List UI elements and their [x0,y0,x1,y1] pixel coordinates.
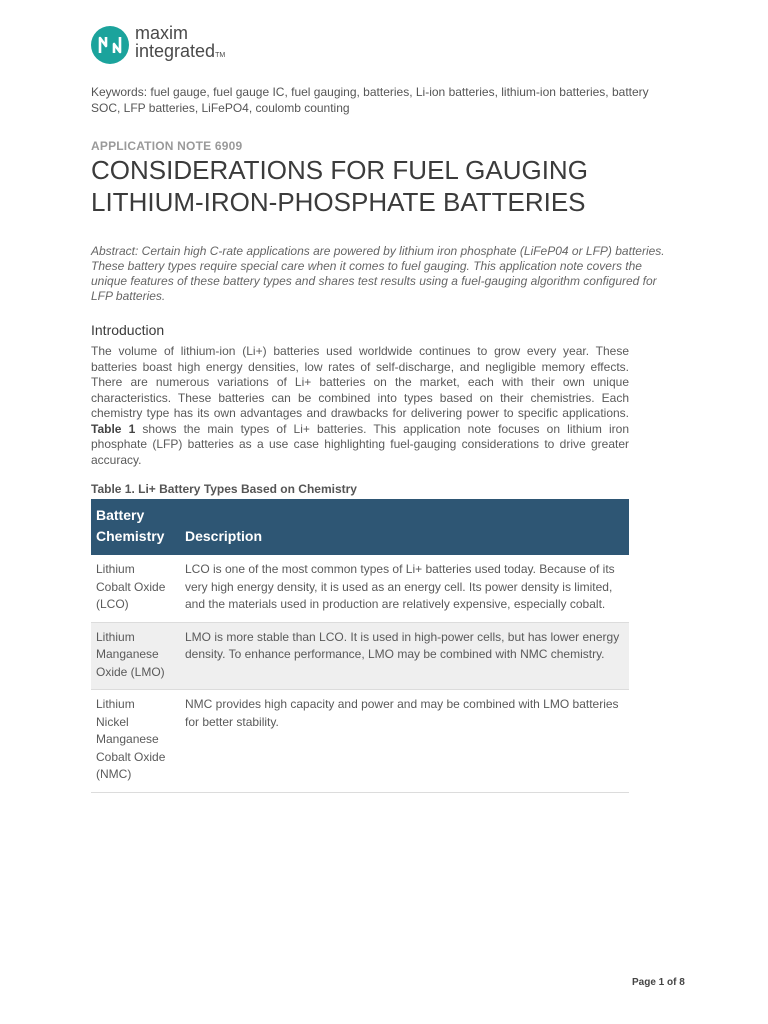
chem-line: (NMC) [96,767,132,781]
battery-chemistry-table [91,499,629,793]
table-row [91,622,629,690]
table-header-row [91,499,629,555]
table-reference-link: Table 1 [91,421,136,436]
chem-line: Lithium [96,697,135,711]
chemistry-cell [91,555,180,622]
company-logo [91,24,225,65]
logo-line2: integrated [135,41,216,61]
abstract: Abstract: Certain high C-rate applications are powered by lithium iron phosphate (LiFeP04 or LFP) batteries. These battery types require special care when it comes to fuel gauging. This application note covers the unique features of these battery types and shares test results using a fuel-gauging algorithm configured for LFP batteries. [91,244,665,303]
section-heading-introduction: Introduction [91,322,165,338]
intro-text-part2: shows the main types of Li+ batteries. This application note focuses on lithium iron phosphate (LFP) batteries as a use case highlighting fuel-gauging considerations to drive greater accuracy. [91,421,629,467]
table-row [91,555,629,622]
chem-line: (LCO) [96,597,129,611]
trademark: TM [215,52,226,59]
chemistry-cell [91,690,180,793]
table-caption: Table 1. Li+ Battery Types Based on Chemistry [91,482,357,496]
header-description: Description [180,499,629,555]
maxim-logo-icon [91,26,129,64]
logo-wordmark [135,24,225,65]
intro-text-part1: The volume of lithium-ion (Li+) batteries used worldwide continues to grow every year. These batteries boast high energy densities, low rates of self-discharge, and negligible memory effects. There are numerous variations of Li+ batteries on the market, each with their own unique characteristics. These batteries can be combined into types based on their chemistries. Each chemistry type has its own advantages and drawbacks for delivering power to specific applications. [91,344,629,420]
keywords: Keywords: fuel gauge, fuel gauge IC, fuel gauging, batteries, Li-ion batteries, lithium-ion batteries, battery SOC, LFP batteries, LiFePO4, coulomb counting [91,85,649,115]
chem-line: Cobalt Oxide [96,749,166,764]
header-col1-line1: Battery [96,507,145,523]
title-line-2: LITHIUM-IRON-PHOSPHATE BATTERIES [91,187,586,217]
chem-line: Manganese [96,647,159,661]
introduction-paragraph [91,344,629,468]
chem-line: Manganese [96,732,159,746]
chem-line: Cobalt Oxide [96,579,166,594]
header-col1-line2: Chemistry [96,528,165,544]
table-row [91,690,629,793]
description-cell: LMO is more stable than LCO. It is used in high-power cells, but has lower energy density. To enhance performance, LMO may be combined with NMC chemistry. [180,622,629,690]
chem-line: Lithium [96,562,135,576]
header-battery-chemistry [91,499,180,555]
chemistry-cell [91,622,180,690]
app-note-label: APPLICATION NOTE 6909 [91,139,243,153]
logo-line1: maxim [135,23,188,43]
description-cell: NMC provides high capacity and power and may be combined with LMO batteries for better stability. [180,690,629,793]
description-cell: LCO is one of the most common types of Li+ batteries used today. Because of its very high energy density, it is used as an energy cell. Its power density is limited, and the materials used in production are relatively expensive, especially cobalt. [180,555,629,622]
chem-line: Lithium [96,629,135,644]
chem-line: Oxide (LMO) [96,664,165,679]
chem-line: Nickel [96,714,129,729]
page-title [91,154,691,218]
page-number: Page 1 of 8 [632,977,685,988]
title-line-1: CONSIDERATIONS FOR FUEL GAUGING [91,155,588,185]
